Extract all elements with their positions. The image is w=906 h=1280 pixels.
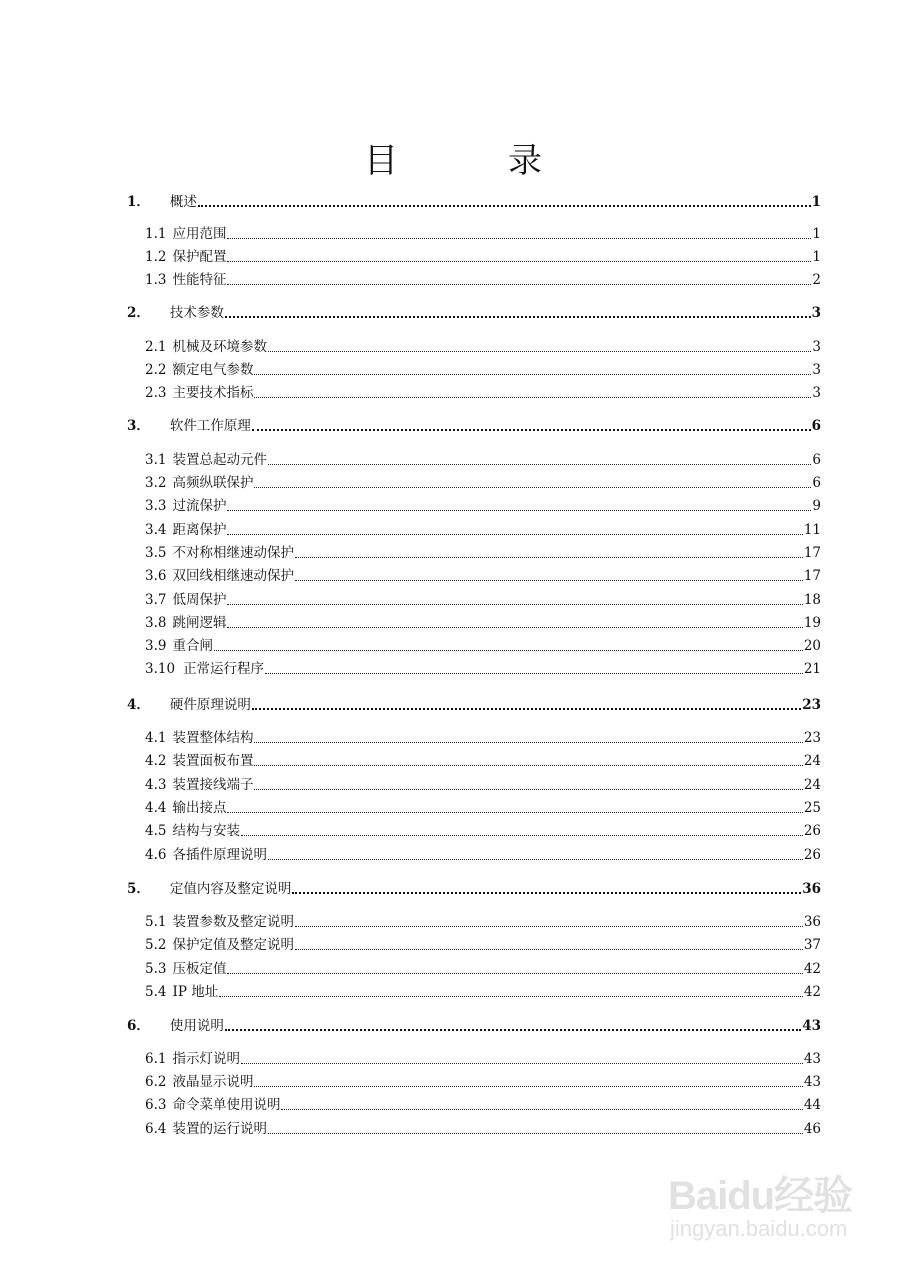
toc-entry-number: 5.3 bbox=[145, 961, 167, 977]
toc-page-number: 3 bbox=[812, 385, 821, 401]
toc-section-entry bbox=[145, 272, 821, 288]
toc-entry-title: 指示灯说明 bbox=[172, 1051, 240, 1067]
toc-entry-title: 正常运行程序 bbox=[183, 661, 265, 677]
toc-section-entry bbox=[145, 777, 821, 793]
toc-entry-title: 低周保护 bbox=[172, 592, 227, 608]
toc-section-entry bbox=[145, 568, 821, 584]
toc-dot-leader bbox=[227, 510, 811, 511]
toc-dot-leader bbox=[227, 238, 811, 239]
toc-section-entry bbox=[145, 847, 821, 863]
toc-page-number: 43 bbox=[803, 1074, 821, 1090]
toc-dot-leader bbox=[268, 351, 811, 352]
toc-page-number: 17 bbox=[803, 568, 821, 584]
toc-section-entry bbox=[145, 226, 821, 242]
toc-page-number: 6 bbox=[812, 452, 821, 468]
toc-dot-leader bbox=[254, 789, 802, 790]
toc-entry-number: 1.3 bbox=[145, 272, 167, 288]
toc-entry-number: 3． bbox=[127, 418, 150, 434]
toc-page-number: 20 bbox=[803, 638, 821, 654]
toc-entry-title: 主要技术指标 bbox=[172, 385, 254, 401]
toc-entry-number: 3.4 bbox=[145, 522, 167, 538]
toc-dot-leader bbox=[292, 892, 801, 894]
toc-page-number: 9 bbox=[812, 498, 821, 514]
toc-page-number: 6 bbox=[811, 418, 821, 434]
toc-section-entry bbox=[145, 1074, 821, 1090]
toc-chapter-entry bbox=[127, 194, 821, 210]
toc-page-number: 24 bbox=[803, 753, 821, 769]
toc-page-number: 26 bbox=[803, 847, 821, 863]
toc-dot-leader bbox=[268, 464, 811, 465]
toc-dot-leader bbox=[227, 534, 802, 535]
toc-entry-number: 1.2 bbox=[145, 249, 167, 265]
toc-entry-number: 3.10 bbox=[145, 661, 176, 677]
toc-dot-leader bbox=[198, 205, 811, 207]
toc-dot-leader bbox=[225, 316, 811, 318]
toc-page-number: 42 bbox=[803, 961, 821, 977]
toc-page-number: 11 bbox=[803, 522, 821, 538]
toc-entry-number: 3.6 bbox=[145, 568, 167, 584]
toc-page-number: 43 bbox=[802, 1018, 821, 1034]
toc-entry-title: 各插件原理说明 bbox=[172, 847, 267, 863]
toc-section-entry bbox=[145, 339, 821, 355]
toc-section-entry bbox=[145, 730, 821, 746]
toc-entry-number: 2.3 bbox=[145, 385, 167, 401]
toc-page-number: 2 bbox=[812, 272, 821, 288]
toc-dot-leader bbox=[219, 996, 803, 997]
toc-entry-number: 4.5 bbox=[145, 823, 167, 839]
toc-entry-number: 3.8 bbox=[145, 615, 167, 631]
toc-dot-leader bbox=[227, 284, 811, 285]
toc-section-entry bbox=[145, 615, 821, 631]
toc-entry-title: 额定电气参数 bbox=[172, 362, 254, 378]
toc-page-number: 37 bbox=[803, 937, 821, 953]
toc-entry-title: 使用说明 bbox=[169, 1018, 224, 1034]
toc-entry-title: 过流保护 bbox=[172, 498, 227, 514]
toc-entry-number: 5.2 bbox=[145, 937, 167, 953]
toc-entry-number: 4.2 bbox=[145, 753, 167, 769]
toc-entry-title: 性能特征 bbox=[172, 272, 227, 288]
toc-section-entry bbox=[145, 800, 821, 816]
toc-entry-number: 6.1 bbox=[145, 1051, 167, 1067]
toc-section-entry bbox=[145, 475, 821, 491]
toc-entry-number: 5.1 bbox=[145, 914, 167, 930]
toc-entry-title: 跳闸逻辑 bbox=[172, 615, 227, 631]
toc-entry-title: 装置整体结构 bbox=[172, 730, 254, 746]
toc-section-entry bbox=[145, 661, 821, 677]
toc-page-number: 17 bbox=[803, 545, 821, 561]
toc-dot-leader bbox=[227, 604, 802, 605]
toc-section-entry bbox=[145, 823, 821, 839]
toc-dot-leader bbox=[254, 1086, 802, 1087]
toc-chapter-entry bbox=[127, 305, 821, 321]
toc-entry-number: 2.2 bbox=[145, 362, 167, 378]
toc-entry-number: 2.1 bbox=[145, 339, 167, 355]
toc-dot-leader bbox=[295, 580, 803, 581]
toc-section-entry bbox=[145, 1121, 821, 1137]
toc-entry-title: 保护配置 bbox=[172, 249, 227, 265]
toc-page-number: 6 bbox=[812, 475, 821, 491]
toc-page-number: 3 bbox=[812, 362, 821, 378]
toc-dot-leader bbox=[227, 812, 802, 813]
toc-page-number: 36 bbox=[803, 914, 821, 930]
watermark-brand: Baidu经验 bbox=[668, 1174, 853, 1218]
toc-section-entry bbox=[145, 362, 821, 378]
toc-entry-number: 1． bbox=[127, 194, 150, 210]
toc-dot-leader bbox=[241, 835, 803, 836]
toc-dot-leader bbox=[214, 650, 803, 651]
toc-entry-title: 装置接线端子 bbox=[172, 777, 254, 793]
toc-entry-number: 3.5 bbox=[145, 545, 167, 561]
toc-section-entry bbox=[145, 984, 821, 1000]
toc-entry-title: 液晶显示说明 bbox=[172, 1074, 254, 1090]
toc-entry-title: 定值内容及整定说明 bbox=[169, 881, 292, 897]
toc-entry-title: 命令菜单使用说明 bbox=[172, 1097, 281, 1113]
toc-dot-leader bbox=[254, 765, 802, 766]
toc-section-entry bbox=[145, 592, 821, 608]
toc-chapter-entry bbox=[127, 697, 821, 713]
toc-dot-leader bbox=[225, 1029, 801, 1031]
toc-entry-title: 装置总起动元件 bbox=[172, 452, 267, 468]
toc-section-entry bbox=[145, 753, 821, 769]
toc-entry-title: 压板定值 bbox=[172, 961, 227, 977]
toc-entry-title: 技术参数 bbox=[169, 305, 224, 321]
toc-entry-number: 4.1 bbox=[145, 730, 167, 746]
toc-entry-title: 装置参数及整定说明 bbox=[172, 914, 294, 930]
toc-page-number: 3 bbox=[812, 339, 821, 355]
toc-dot-leader bbox=[252, 708, 801, 710]
toc-section-entry bbox=[145, 385, 821, 401]
toc-entry-title: 概述 bbox=[169, 194, 197, 210]
toc-page-number: 19 bbox=[803, 615, 821, 631]
toc-section-entry bbox=[145, 249, 821, 265]
toc-dot-leader bbox=[295, 926, 803, 927]
toc-entry-title: 机械及环境参数 bbox=[172, 339, 267, 355]
toc-entry-title: 不对称相继速动保护 bbox=[172, 545, 294, 561]
toc-entry-title: 输出接点 bbox=[172, 800, 227, 816]
toc-entry-number: 3.3 bbox=[145, 498, 167, 514]
toc-section-entry bbox=[145, 522, 821, 538]
toc-entry-title: 装置的运行说明 bbox=[172, 1121, 267, 1137]
toc-chapter-entry bbox=[127, 1018, 821, 1034]
toc-page-number: 44 bbox=[803, 1097, 821, 1113]
toc-entry-title: 装置面板布置 bbox=[172, 753, 254, 769]
toc-entry-number: 5.4 bbox=[145, 984, 167, 1000]
toc-entry-number: 3.7 bbox=[145, 592, 167, 608]
toc-page-number: 1 bbox=[812, 226, 821, 242]
toc-dot-leader bbox=[254, 487, 811, 488]
toc-page-number: 42 bbox=[803, 984, 821, 1000]
page-title: 目 录 bbox=[364, 141, 580, 181]
toc-chapter-entry bbox=[127, 418, 821, 434]
toc-entry-title: 软件工作原理 bbox=[169, 418, 251, 434]
toc-entry-number: 4． bbox=[127, 697, 150, 713]
toc-entry-number: 6． bbox=[127, 1018, 150, 1034]
toc-entry-number: 4.4 bbox=[145, 800, 167, 816]
toc-dot-leader bbox=[295, 949, 803, 950]
toc-section-entry bbox=[145, 1051, 821, 1067]
toc-section-entry bbox=[145, 1097, 821, 1113]
toc-dot-leader bbox=[268, 1133, 803, 1134]
toc-entry-number: 6.2 bbox=[145, 1074, 167, 1090]
toc-section-entry bbox=[145, 638, 821, 654]
toc-page-number: 25 bbox=[803, 800, 821, 816]
toc-page-number: 1 bbox=[812, 249, 821, 265]
toc-entry-number: 4.3 bbox=[145, 777, 167, 793]
toc-page-number: 46 bbox=[803, 1121, 821, 1137]
toc-section-entry bbox=[145, 961, 821, 977]
toc-page-number: 24 bbox=[803, 777, 821, 793]
toc-page-number: 3 bbox=[811, 305, 821, 321]
toc-chapter-entry bbox=[127, 881, 821, 897]
toc-dot-leader bbox=[227, 261, 811, 262]
toc-entry-number: 3.2 bbox=[145, 475, 167, 491]
toc-entry-title: 硬件原理说明 bbox=[169, 697, 251, 713]
toc-dot-leader bbox=[227, 973, 802, 974]
toc-page-number: 36 bbox=[802, 881, 821, 897]
toc-entry-number: 5． bbox=[127, 881, 150, 897]
toc-section-entry bbox=[145, 498, 821, 514]
toc-entry-number: 3.1 bbox=[145, 452, 167, 468]
toc-dot-leader bbox=[252, 429, 811, 431]
toc-dot-leader bbox=[227, 627, 802, 628]
toc-entry-title: 应用范围 bbox=[172, 226, 227, 242]
toc-dot-leader bbox=[295, 557, 803, 558]
toc-entry-title: 高频纵联保护 bbox=[172, 475, 254, 491]
toc-page-number: 26 bbox=[803, 823, 821, 839]
toc-entry-title: 距离保护 bbox=[172, 522, 227, 538]
toc-dot-leader bbox=[254, 397, 811, 398]
toc-dot-leader bbox=[241, 1063, 803, 1064]
toc-entry-title: 重合闸 bbox=[172, 638, 213, 654]
toc-section-entry bbox=[145, 452, 821, 468]
toc-entry-title: IP 地址 bbox=[172, 984, 219, 1000]
toc-entry-number: 4.6 bbox=[145, 847, 167, 863]
toc-page-number: 21 bbox=[803, 661, 821, 677]
toc-page-number: 23 bbox=[803, 730, 821, 746]
toc-section-entry bbox=[145, 914, 821, 930]
toc-entry-title: 双回线相继速动保护 bbox=[172, 568, 294, 584]
toc-page-number: 43 bbox=[803, 1051, 821, 1067]
toc-dot-leader bbox=[268, 859, 803, 860]
toc-entry-number: 1.1 bbox=[145, 226, 167, 242]
toc-page-number: 18 bbox=[803, 592, 821, 608]
toc-dot-leader bbox=[265, 673, 803, 674]
toc-section-entry bbox=[145, 545, 821, 561]
toc-entry-number: 2． bbox=[127, 305, 150, 321]
toc-page-number: 23 bbox=[802, 697, 821, 713]
toc-entry-number: 6.3 bbox=[145, 1097, 167, 1113]
toc-dot-leader bbox=[254, 742, 802, 743]
toc-section-entry bbox=[145, 937, 821, 953]
toc-dot-leader bbox=[281, 1109, 802, 1110]
toc-entry-number: 6.4 bbox=[145, 1121, 167, 1137]
toc-entry-title: 结构与安装 bbox=[172, 823, 240, 839]
watermark-url: jingyan.baidu.com bbox=[670, 1216, 848, 1241]
toc-page-number: 1 bbox=[811, 194, 821, 210]
toc-dot-leader bbox=[254, 374, 811, 375]
toc-entry-title: 保护定值及整定说明 bbox=[172, 937, 294, 953]
toc-entry-number: 3.9 bbox=[145, 638, 167, 654]
baidu-watermark bbox=[648, 1152, 888, 1252]
